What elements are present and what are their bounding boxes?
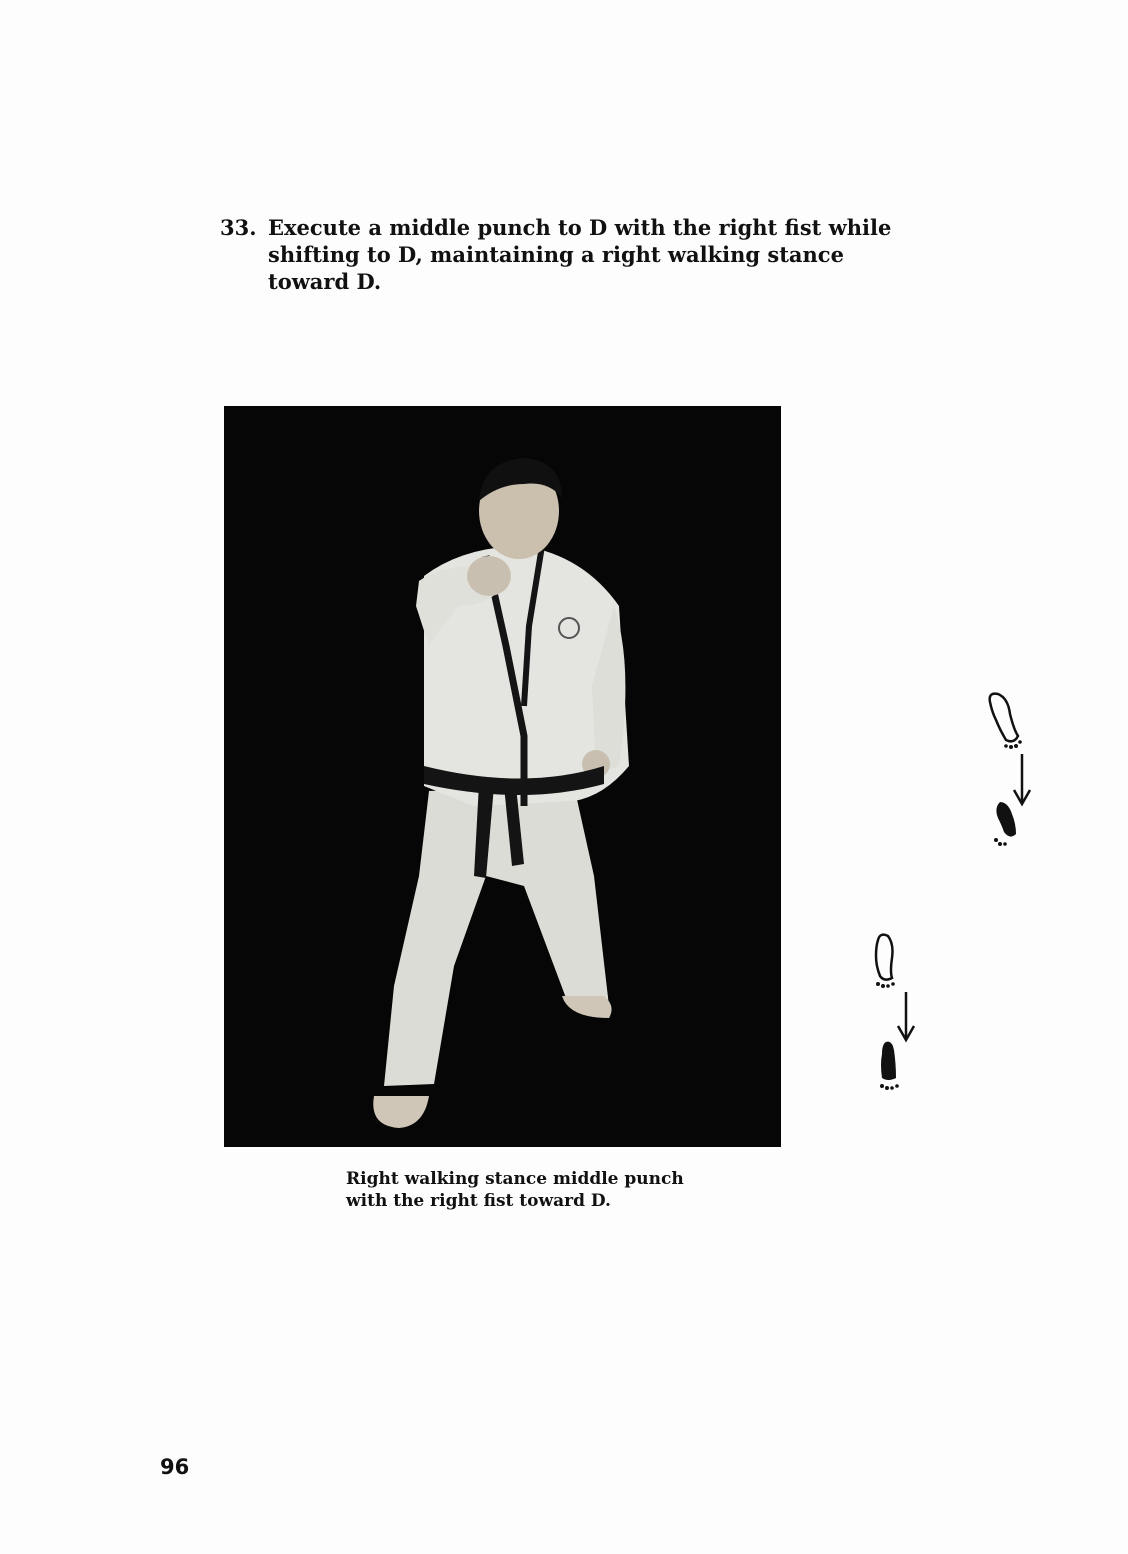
- caption-line-2: with the right fist toward D.: [346, 1191, 611, 1211]
- right-foot-filled-icon: [994, 802, 1016, 846]
- step-text: Execute a middle punch to D with the right fist while shifting to D, maintaining a right walking stance toward D.: [268, 215, 892, 294]
- footstep-diagram-upper: [980, 690, 1040, 850]
- left-foot-outline-icon: [876, 935, 895, 988]
- photo-illustration: [224, 406, 781, 1147]
- arrow-down-icon: [898, 992, 914, 1040]
- arrow-down-icon: [1014, 754, 1030, 804]
- right-foot-filled-icon: [880, 1042, 899, 1090]
- caption-line-1: Right walking stance middle punch: [346, 1169, 684, 1189]
- page-number: 96: [160, 1455, 190, 1479]
- step-number: 33.: [220, 215, 257, 240]
- footstep-diagram-lower: [866, 930, 926, 1100]
- step-instruction: [220, 214, 900, 295]
- photo-caption: [346, 1168, 766, 1212]
- martial-arts-photo: [224, 406, 781, 1147]
- left-foot-outline-icon: [990, 694, 1022, 749]
